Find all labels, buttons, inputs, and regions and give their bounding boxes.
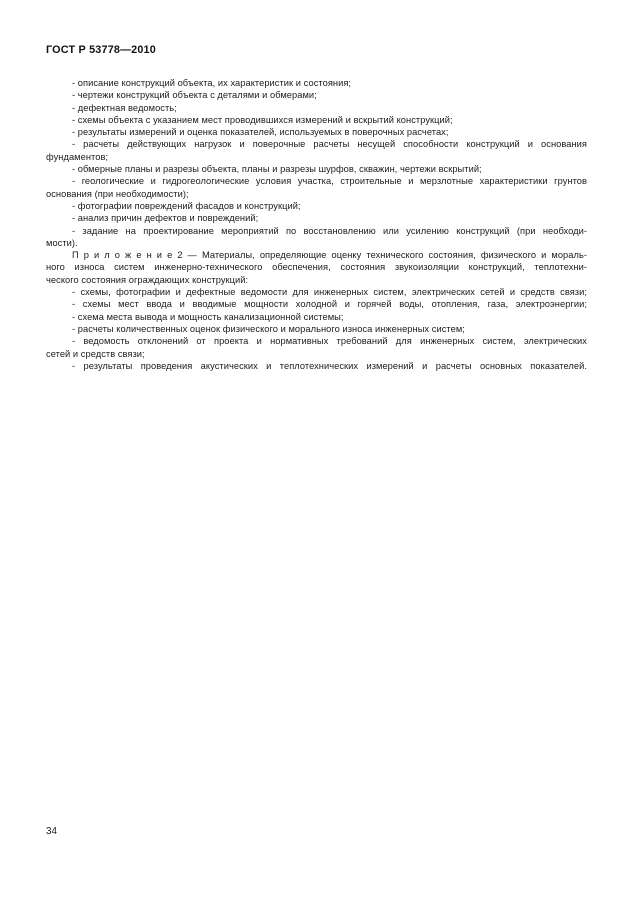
text-line: ного износа систем инженерно-технического обеспечения, состояния звукоизоляции конструкций, теплотехни- <box>46 262 587 273</box>
paragraph <box>46 249 587 286</box>
paragraph <box>46 163 587 175</box>
text-line: основания (при необходимости); <box>46 188 189 199</box>
text-line: фундаментов; <box>46 151 109 162</box>
text-line: - схемы мест ввода и вводимые мощности холодной и горячей воды, отопления, газа, электроэнергии; <box>72 299 587 310</box>
paragraph <box>46 138 587 163</box>
document-header: ГОСТ Р 53778—2010 <box>46 44 156 56</box>
paragraph <box>46 298 587 310</box>
paragraph <box>46 89 587 101</box>
text-line: - результаты проведения акустических и теплотехнических измерений и расчеты основных показателей. <box>72 360 587 371</box>
paragraph <box>46 311 587 323</box>
paragraph <box>46 77 587 89</box>
text-line: - обмерные планы и разрезы объекта, планы и разрезы шурфов, скважин, чертежи вскрытий; <box>72 164 482 175</box>
text-line: - схемы, фотографии и дефектные ведомости для инженерных систем, электрических сетей и средств связи; <box>72 287 587 298</box>
text-line: - фотографии повреждений фасадов и конструкций; <box>72 200 301 211</box>
text-line: ческого состояния ограждающих конструкций: <box>46 274 249 285</box>
text-line: - схемы объекта с указанием мест проводившихся измерений и вскрытий конструкций; <box>72 114 453 125</box>
paragraph <box>46 335 587 360</box>
text-line: - ведомость отклонений от проекта и нормативных требований для инженерных систем, электрических <box>72 336 587 347</box>
text-line: - схема места вывода и мощность канализационной системы; <box>72 311 344 322</box>
page-number: 34 <box>46 826 57 837</box>
text-line: - чертежи конструкций объекта с деталями и обмерами; <box>72 90 317 101</box>
paragraph <box>46 102 587 114</box>
document-body <box>46 77 587 372</box>
text-line: - задание на проектирование мероприятий по восстановлению или усилению конструкций (при необходи- <box>72 225 587 236</box>
paragraph <box>46 323 587 335</box>
paragraph <box>46 200 587 212</box>
paragraph <box>46 360 587 372</box>
paragraph <box>46 114 587 126</box>
text-line: - описание конструкций объекта, их характеристик и состояния; <box>72 78 352 88</box>
paragraph <box>46 175 587 200</box>
paragraph <box>46 212 587 224</box>
paragraph <box>46 286 587 298</box>
text-line: мости). <box>46 237 78 248</box>
text-line: П р и л о ж е н и е 2 — Материалы, определяющие оценку технического состояния, физического и мораль- <box>72 250 587 261</box>
text-line: - дефектная ведомость; <box>72 102 177 113</box>
text-line: сетей и средств связи; <box>46 348 145 359</box>
text-line: - результаты измерений и оценка показателей, используемых в поверочных расчетах; <box>72 127 449 138</box>
paragraph <box>46 126 587 138</box>
text-line: - расчеты действующих нагрузок и поверочные расчеты несущей способности конструкций и основания <box>72 139 587 150</box>
text-line: - анализ причин дефектов и повреждений; <box>72 213 259 224</box>
paragraph <box>46 225 587 250</box>
text-line: - расчеты количественных оценок физического и морального износа инженерных систем; <box>72 323 465 334</box>
text-line: - геологические и гидрогеологические условия участка, строительные и мерзлотные характеристики грунтов <box>72 176 587 187</box>
